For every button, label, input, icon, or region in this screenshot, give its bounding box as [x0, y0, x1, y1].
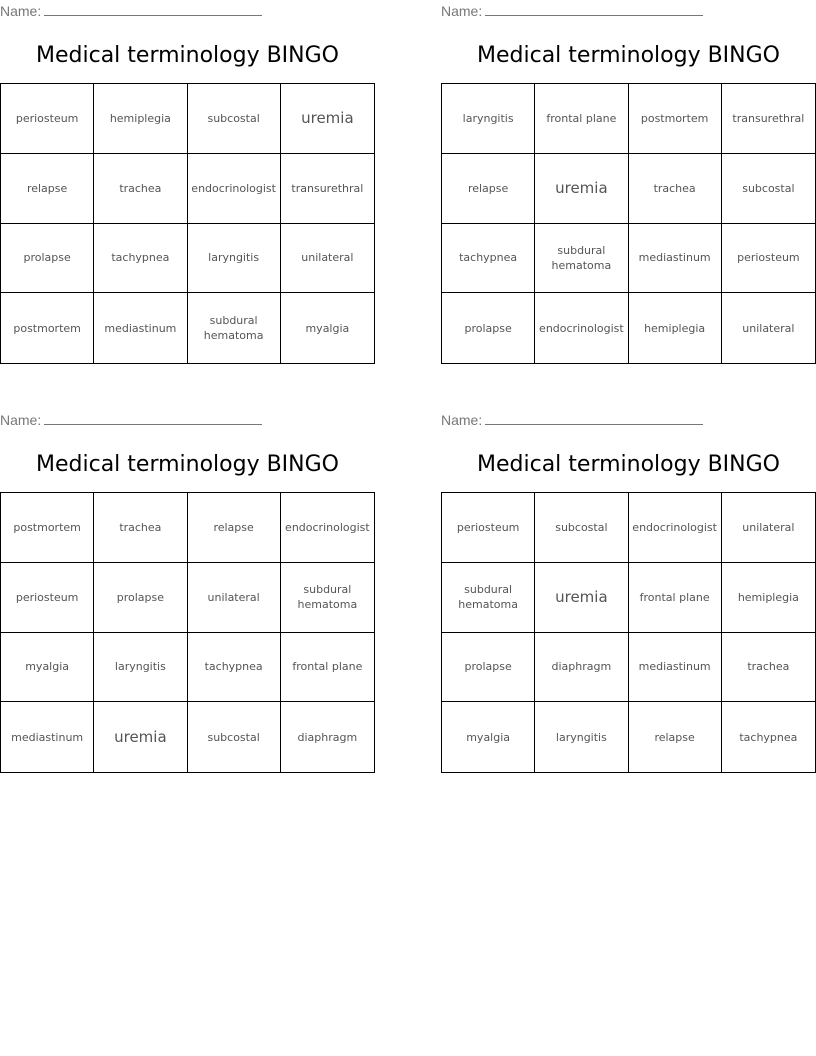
bingo-cell: mediastinum [629, 224, 722, 294]
bingo-cell: periosteum [442, 493, 535, 563]
bingo-cell: mediastinum [94, 293, 187, 363]
bingo-cell: diaphragm [297, 730, 358, 744]
bingo-cell: prolapse [442, 633, 535, 703]
bingo-grid [441, 492, 816, 773]
bingo-cell: prolapse [1, 224, 94, 294]
bingo-cell: trachea [94, 493, 187, 563]
bingo-cell: mediastinum [1, 702, 94, 772]
bingo-cell: postmortem [1, 493, 94, 563]
bingo-cell: subcostal [188, 84, 281, 154]
bingo-cell: subdural hematoma [281, 563, 374, 633]
bingo-cell: endocrinologist [535, 293, 628, 363]
bingo-cell: tachypnea [442, 224, 535, 294]
bingo-cell: trachea [94, 154, 187, 224]
name-blank-line [485, 3, 703, 16]
bingo-cell: periosteum [722, 224, 815, 294]
bingo-cell: prolapse [442, 293, 535, 363]
bingo-cell: hemiplegia [94, 84, 187, 154]
bingo-cell: laryngitis [442, 84, 535, 154]
bingo-card [441, 409, 816, 774]
bingo-cell: tachypnea [739, 730, 798, 744]
bingo-cell: subdural hematoma [442, 563, 535, 633]
bingo-cell: periosteum [1, 84, 94, 154]
name-label: Name: [0, 3, 42, 19]
bingo-cell: subdural hematoma [535, 224, 628, 294]
bingo-cell: relapse [188, 493, 281, 563]
name-field [0, 2, 262, 20]
bingo-grid [0, 83, 375, 364]
bingo-cell: trachea [722, 633, 815, 703]
bingo-cell: relapse [442, 154, 535, 224]
bingo-cell: relapse [1, 154, 94, 224]
name-blank-line [44, 3, 262, 16]
bingo-grid [441, 83, 816, 364]
bingo-cell: laryngitis [94, 633, 187, 703]
bingo-cell: unilateral [722, 493, 815, 563]
bingo-cell: laryngitis [535, 702, 628, 772]
bingo-cell: subcostal [722, 154, 815, 224]
card-title: Medical terminology BINGO [477, 43, 780, 68]
bingo-cell: myalgia [1, 633, 94, 703]
bingo-cell: diaphragm [535, 633, 628, 703]
bingo-cell: endocrinologist [188, 154, 281, 224]
bingo-cell: subcostal [535, 493, 628, 563]
bingo-cell: tachypnea [94, 224, 187, 294]
bingo-card [0, 409, 375, 774]
bingo-cell: unilateral [742, 321, 795, 335]
bingo-cell: postmortem [1, 293, 94, 363]
bingo-cell: mediastinum [629, 633, 722, 703]
bingo-cell: hemiplegia [722, 563, 815, 633]
bingo-cell: transurethral [722, 84, 815, 154]
bingo-cell: laryngitis [188, 224, 281, 294]
bingo-cell: subcostal [188, 702, 281, 772]
name-blank-line [44, 412, 262, 425]
bingo-cell: unilateral [188, 563, 281, 633]
bingo-cell: trachea [629, 154, 722, 224]
card-title: Medical terminology BINGO [36, 43, 339, 68]
bingo-card [441, 0, 816, 365]
bingo-cell: postmortem [629, 84, 722, 154]
bingo-cell: endocrinologist [629, 493, 722, 563]
bingo-cell: subdural hematoma [188, 293, 281, 363]
bingo-cell: uremia [94, 702, 187, 772]
bingo-cell: relapse [629, 702, 722, 772]
bingo-cell: tachypnea [188, 633, 281, 703]
name-field [441, 411, 703, 429]
card-title: Medical terminology BINGO [477, 452, 780, 477]
bingo-cell: prolapse [94, 563, 187, 633]
name-field [0, 411, 262, 429]
bingo-grid [0, 492, 375, 773]
bingo-card [0, 0, 375, 365]
name-label: Name: [441, 3, 483, 19]
bingo-cell: transurethral [281, 154, 374, 224]
bingo-cell: frontal plane [281, 633, 374, 703]
bingo-cell: uremia [535, 154, 628, 224]
card-title: Medical terminology BINGO [36, 452, 339, 477]
bingo-cell: myalgia [442, 702, 535, 772]
bingo-cell: frontal plane [535, 84, 628, 154]
bingo-cell: unilateral [281, 224, 374, 294]
bingo-cell: endocrinologist [281, 493, 374, 563]
name-label: Name: [441, 412, 483, 428]
bingo-cell: hemiplegia [629, 293, 722, 363]
name-field [441, 2, 703, 20]
bingo-cell: uremia [535, 563, 628, 633]
bingo-cell: myalgia [305, 321, 350, 335]
bingo-cell: frontal plane [629, 563, 722, 633]
name-blank-line [485, 412, 703, 425]
bingo-cell: uremia [281, 84, 374, 154]
name-label: Name: [0, 412, 42, 428]
bingo-cell: periosteum [1, 563, 94, 633]
